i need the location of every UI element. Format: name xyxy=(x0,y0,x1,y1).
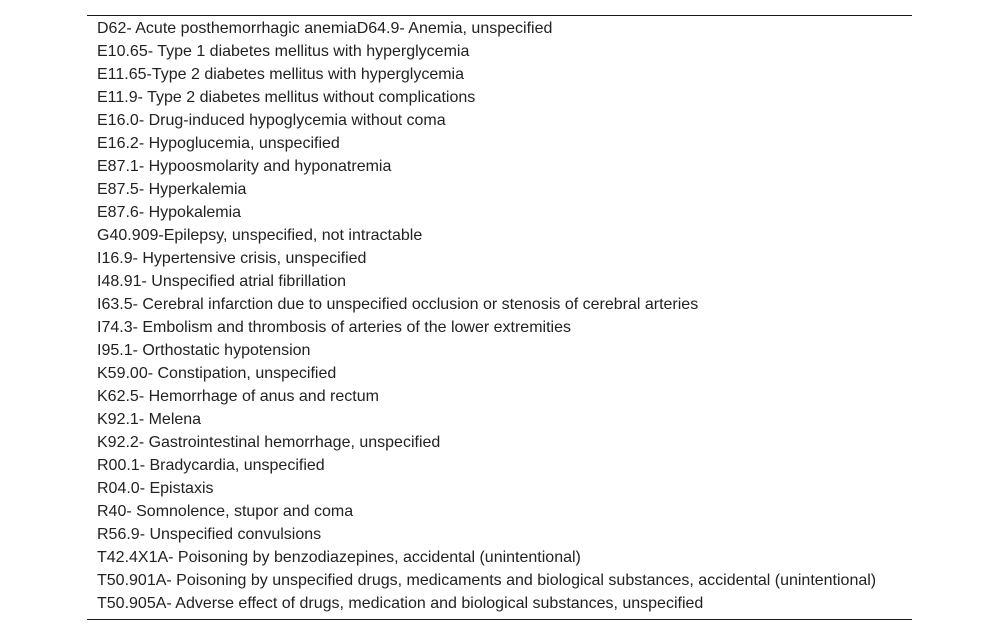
table-row: R40- Somnolence, stupor and coma xyxy=(97,503,354,520)
table-row: E87.6- Hypokalemia xyxy=(97,204,242,221)
table-row: E16.0- Drug-induced hypoglycemia without coma xyxy=(97,112,446,129)
table-row: I48.91- Unspecified atrial fibrillation xyxy=(97,273,347,290)
table-row: E87.5- Hyperkalemia xyxy=(97,181,247,198)
table-row: T42.4X1A- Poisoning by benzodiazepines, accidental (unintentional) xyxy=(97,549,581,566)
table-row: E87.1- Hypoosmolarity and hyponatremia xyxy=(97,158,392,175)
table-row: I63.5- Cerebral infarction due to unspecified occlusion or stenosis of cerebral arteries xyxy=(97,296,699,313)
table-row: K92.1- Melena xyxy=(97,411,202,428)
table-row: R00.1- Bradycardia, unspecified xyxy=(97,457,325,474)
table-row: D62- Acute posthemorrhagic anemiaD64.9- Anemia, unspecified xyxy=(97,20,553,37)
table-row: R04.0- Epistaxis xyxy=(97,480,214,497)
table-row: T50.901A- Poisoning by unspecified drugs, medicaments and biological substances, accidental (unintentional) xyxy=(97,572,877,589)
table-row: K92.2- Gastrointestinal hemorrhage, unspecified xyxy=(97,434,441,451)
table-row: K59.00- Constipation, unspecified xyxy=(97,365,337,382)
table-row: R56.9- Unspecified convulsions xyxy=(97,526,322,543)
table-row: I95.1- Orthostatic hypotension xyxy=(97,342,311,359)
table-row: K62.5- Hemorrhage of anus and rectum xyxy=(97,388,379,405)
table-row: I74.3- Embolism and thrombosis of arteries of the lower extremities xyxy=(97,319,571,336)
table-row: E11.65-Type 2 diabetes mellitus with hyperglycemia xyxy=(97,66,464,83)
table-row: T50.905A- Adverse effect of drugs, medication and biological substances, unspecified xyxy=(97,595,704,612)
table-row: G40.909-Epilepsy, unspecified, not intractable xyxy=(97,227,423,244)
table-row: E10.65- Type 1 diabetes mellitus with hyperglycemia xyxy=(97,43,470,60)
table-row: I16.9- Hypertensive crisis, unspecified xyxy=(97,250,367,267)
table-row: E11.9- Type 2 diabetes mellitus without complications xyxy=(97,89,476,106)
table-row: E16.2- Hypoglucemia, unspecified xyxy=(97,135,340,152)
diagnosis-code-table xyxy=(87,15,912,620)
